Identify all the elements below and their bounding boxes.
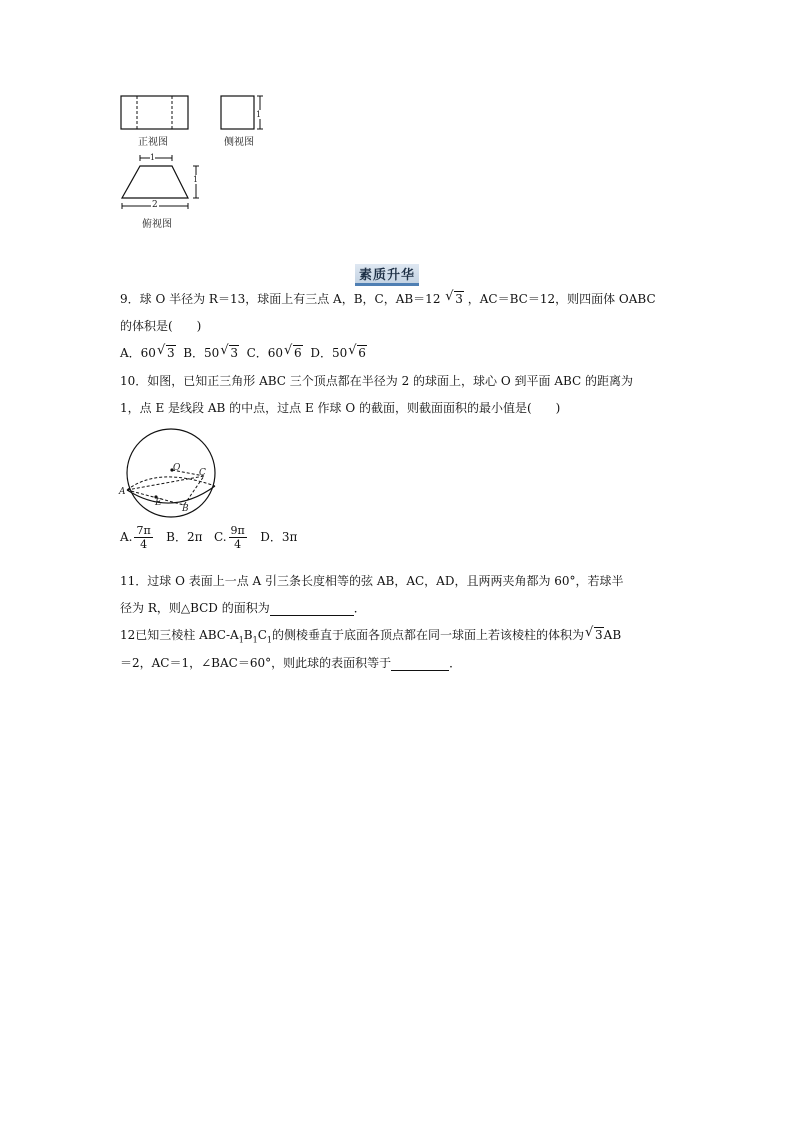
question-9-options <box>120 346 367 360</box>
sphere-label-o: O <box>173 463 181 473</box>
question-10-options <box>120 524 297 551</box>
q9-option-c: C．60√ 6 <box>247 346 303 360</box>
question-10-line-1: 10．如图，已知正三角形 ABC 三个顶点都在半径为 2 的球面上，球心 O 到平面 ABC 的距离为 <box>120 374 634 388</box>
front-view-caption: 正视图 <box>138 137 168 148</box>
question-9-line-2: 的体积是( ) <box>120 319 202 333</box>
side-view-caption: 侧视图 <box>224 137 254 148</box>
question-11-line-2: 径为 R，则△BCD 的面积为 ． <box>120 601 366 615</box>
side-view-dimension: 1 <box>256 110 262 119</box>
question-12-line-1: 12已知三棱柱 ABC-$A_1B_1C_1$的侧棱垂直于底面各顶点都在同一球面上若该棱柱的体积为√ 3AB <box>120 628 621 647</box>
q9-text-b: ，AC＝BC＝12，则四面体 OABC <box>467 292 656 306</box>
question-12-line-2: ＝2，AC＝1，∠BAC＝60°，则此球的表面积等于 ． <box>120 656 462 670</box>
front-view-figure <box>118 94 192 134</box>
q9-option-d: D．50√ 6 <box>310 346 367 360</box>
front-view-drawing <box>118 94 192 134</box>
q10-option-b: B．2π <box>166 530 203 544</box>
top-view-caption: 俯视图 <box>142 219 172 230</box>
q9-option-a: A．60√ 3 <box>120 346 176 360</box>
q9-option-b: B．50√ 3 <box>183 346 239 360</box>
top-view-dim-bottom: 2 <box>152 200 158 210</box>
q10-option-c: C. $\frac{9\pi}{4}$ <box>213 524 245 551</box>
sphere-drawing <box>118 428 222 520</box>
top-view-dim-top: 1 <box>150 153 156 162</box>
sphere-label-b: B <box>182 504 189 514</box>
question-10-line-2: 1，点 E 是线段 AB 的中点，过点 E 作球 O 的截面，则截面面积的最小值是( ) <box>120 401 561 415</box>
sphere-figure <box>118 428 222 520</box>
q12-sqrt: √ 3 <box>586 628 604 642</box>
q10-option-a: A. $\frac{7\pi}{4}$ <box>120 524 151 551</box>
sphere-label-c: C <box>199 468 206 478</box>
q11-answer-blank[interactable] <box>270 601 354 616</box>
top-view-dim-right: 1 <box>193 175 199 184</box>
question-11-line-1: 11．过球 O 表面上一点 A 引三条长度相等的弦 AB，AC，AD，且两两夹角都为 60°，若球半 <box>120 574 624 588</box>
q9-text-a: 9．球 O 半径为 R＝13，球面上有三点 A，B，C，AB＝12 <box>120 292 441 306</box>
question-9-line-1 <box>120 292 656 306</box>
q12-answer-blank[interactable] <box>391 656 449 671</box>
sphere-label-a: A <box>119 487 126 497</box>
q9-sqrt: √ 3 <box>446 292 464 306</box>
q10-option-d: D．3π <box>260 530 298 544</box>
section-title-banner: 素质升华 <box>355 264 419 286</box>
sphere-label-e: E <box>155 498 162 508</box>
